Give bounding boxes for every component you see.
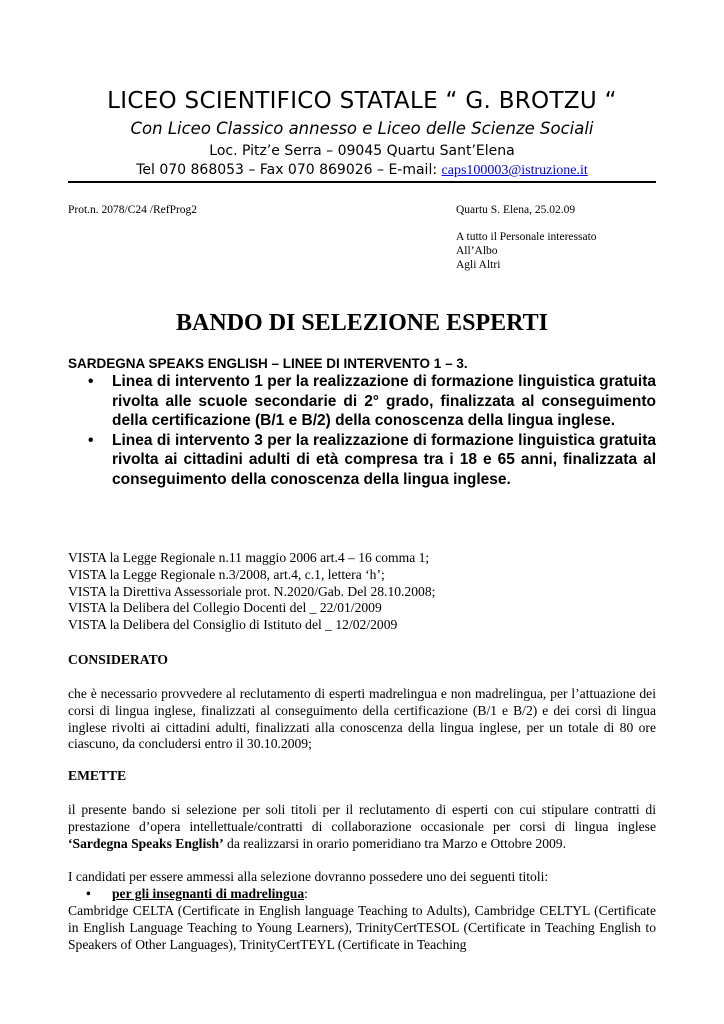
vista-line: VISTA la Legge Regionale n.11 maggio 2006 art.4 – 16 comma 1;	[68, 550, 430, 565]
considerato-heading: CONSIDERATO	[68, 652, 168, 667]
vista-block	[68, 550, 656, 634]
header-divider	[68, 181, 656, 183]
native-teachers-colon: :	[304, 886, 308, 901]
intervention-1-text: Linea di intervento 1 per la realizzazione di formazione linguistica gratuita rivolta alle scuole secondarie di 2° grado, finalizzata al conseguimento della certificazione (B/1 e B/2) della conoscenza della lingua inglese.	[112, 373, 656, 430]
candidates-text: I candidati per essere ammessi alla selezione dovranno possedere uno dei seguenti titoli:	[68, 869, 549, 884]
school-contacts	[0, 162, 724, 179]
recipient-2: All’Albo	[456, 245, 498, 257]
vista-line: VISTA la Delibera del Collegio Docenti del _ 22/01/2009	[68, 600, 382, 616]
bullet-icon: •	[88, 431, 94, 449]
vista-line: VISTA la Delibera del Consiglio di Istituto del _ 12/02/2009	[68, 617, 398, 633]
recipient-1: A tutto il Personale interessato	[456, 231, 597, 243]
certificates-text: Cambridge CELTA (Certificate in English language Teaching to Adults), Cambridge CELTYL (Certificate in English Language Teaching to Young Learners), TrinityCertTESOL (Certificate in Teaching English to Speakers of Other Languages), TrinityCertTEYL (Certificate in Teaching	[68, 903, 656, 952]
document-date: Quartu S. Elena, 25.02.09	[456, 204, 576, 216]
protocol-number: Prot.n. 2078/C24 /RefProg2	[68, 204, 198, 216]
contacts-text: Tel 070 868053 – Fax 070 869026 – E-mail:	[136, 162, 442, 178]
native-teachers-item	[86, 886, 308, 902]
list-item	[86, 431, 656, 490]
emette-text-pre: il presente bando si selezione per soli titoli per il reclutamento di esperti con cui stipulare contratti di prestazione d’opera intellettuale/contratti di collaborazione occasionale per corsi di lingua inglese	[68, 802, 656, 834]
school-name: LICEO SCIENTIFICO STATALE “ G. BROTZU “	[107, 88, 617, 114]
document-subtitle: SARDEGNA SPEAKS ENGLISH – LINEE DI INTERVENTO 1 – 3.	[68, 356, 468, 371]
emette-text	[68, 802, 656, 852]
list-item	[86, 372, 656, 431]
emette-heading: EMETTE	[68, 768, 127, 783]
considerato-text: che è necessario provvedere al reclutamento di esperti madrelingua e non madrelingua, per l’attuazione dei corsi di lingua inglese, finalizzati al conseguimento della certificazione (B/1 e B/2) e dei corsi di lingua inglese rivolti ai cittadini adulti, finalizzati alla conoscenza della lingua inglese, per un totale di 80 ore ciascuno, da concludersi entro il 30.10.2009;	[68, 686, 656, 752]
school-subtitle: Con Liceo Classico annesso e Liceo delle Scienze Sociali	[130, 119, 594, 138]
vista-line: VISTA la Direttiva Assessoriale prot. N.2020/Gab. Del 28.10.2008;	[68, 583, 436, 599]
project-name: ‘Sardegna Speaks English’	[68, 835, 224, 851]
vista-line: VISTA la Legge Regionale n.3/2008, art.4, c.1, lettera ‘h’;	[68, 566, 385, 582]
native-teachers-label: per gli insegnanti di madrelingua	[112, 886, 305, 901]
intervention-3-text: Linea di intervento 3 per la realizzazione di formazione linguistica gratuita rivolta ai cittadini adulti di età compresa tra i 18 e 65 anni, finalizzata al conseguimento della conoscenza della lingua inglese.	[112, 431, 656, 488]
bullet-icon: •	[88, 373, 94, 390]
school-address: Loc. Pitz’e Serra – 09045 Quartu Sant’Elena	[209, 143, 515, 159]
recipient-3: Agli Altri	[456, 259, 501, 271]
intervention-list	[86, 372, 656, 490]
emette-text-post: da realizzarsi in orario pomeridiano tra Marzo e Ottobre 2009.	[223, 835, 566, 851]
email-link[interactable]: caps100003@istruzione.it	[441, 163, 588, 178]
bullet-icon: •	[86, 886, 91, 901]
document-title: BANDO DI SELEZIONE ESPERTI	[176, 310, 548, 336]
